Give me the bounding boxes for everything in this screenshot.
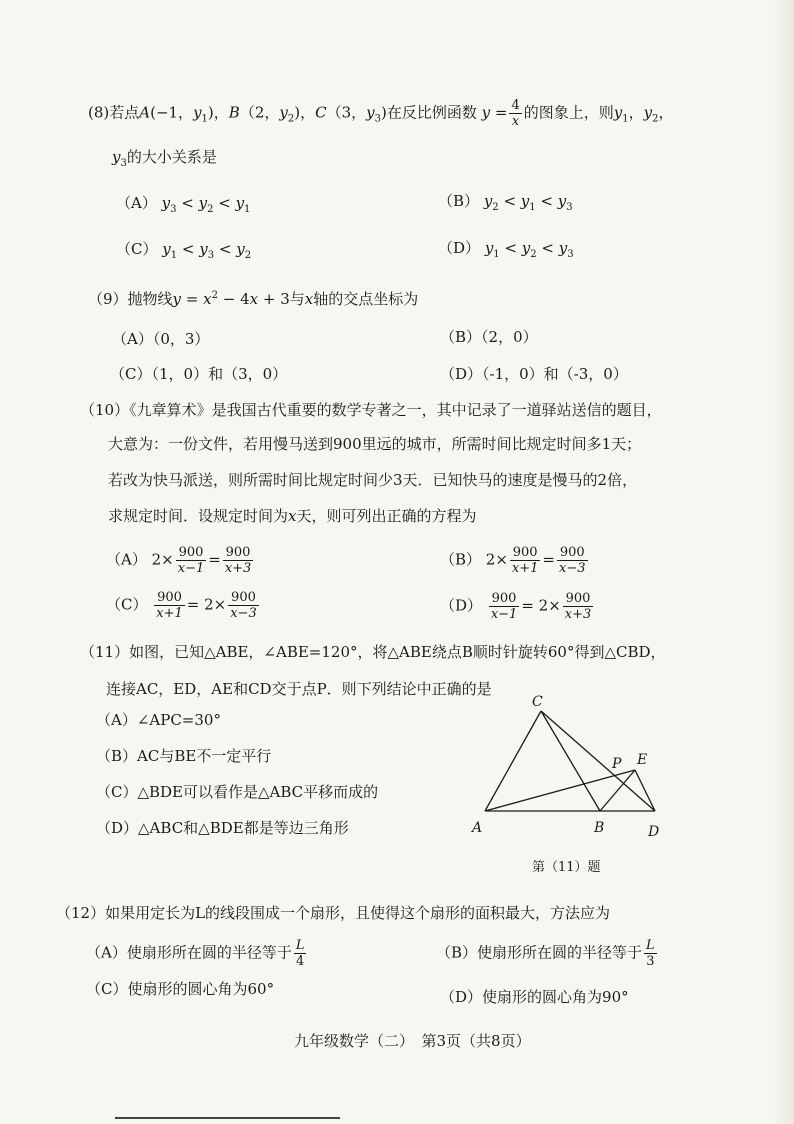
q8-fraction: $\frac{4}{x}$ (511, 98, 520, 129)
q10-option-c: （C） $\frac{900}{x+1}$ = 2× $\frac{900}{x-3}$ (106, 590, 257, 621)
label-c: C (532, 694, 543, 710)
q10-line4: 求规定时间．设规定时间为x天，则可列出正确的方程为 (108, 507, 477, 525)
q12-option-b: （B）使扇形所在圆的半径等于 $\frac{L}{3}$ (436, 938, 655, 969)
q10-line2: 大意为：一份文件，若用慢马送到900里远的城市，所需时间比规定时间多1天； (108, 435, 642, 453)
page-edge-shadow (772, 0, 794, 1124)
q9-option-b: （B）（2，0） (440, 328, 538, 346)
segment-ed (635, 770, 655, 811)
q11-line1: （11）如图，已知△ABE，∠ABE=120°，将△ABE绕点B顺时针旋转60°得到△CBD， (80, 643, 666, 661)
q11-option-a: （A）∠APC=30° (96, 711, 221, 729)
label-d: D (648, 824, 660, 840)
segment-ac (485, 711, 541, 811)
q8-stem-a: (8)若点 (88, 103, 140, 122)
q10-option-a: （A） 2× $\frac{900}{x-1}$ = $\frac{900}{x+3}$ (106, 545, 252, 576)
segment-cb (541, 711, 600, 811)
label-b: B (594, 820, 605, 836)
q11-option-c: （C）△BDE可以看作是△ABC平移而成的 (96, 783, 379, 801)
q8-option-a: （A） $y_3 < y_2 < y_1$ (116, 194, 251, 215)
q11-line2: 连接AC，ED，AE和CD交于点P．则下列结论中正确的是 (106, 680, 492, 698)
q9-option-a: （A）（0，3） (112, 330, 210, 348)
segment-ae (485, 770, 635, 811)
q8-option-b: （B） $y_2 < y_1 < y_3$ (438, 192, 573, 213)
q12-option-a: （A）使扇形所在圆的半径等于 $\frac{L}{4}$ (86, 938, 305, 969)
q8-line2: $y_3$的大小关系是 (112, 148, 217, 169)
q10-option-d: （D） $\frac{900}{x-1}$ = 2× $\frac{900}{x+3}$ (440, 591, 592, 622)
q11-option-b: （B）AC与BE不一定平行 (96, 747, 272, 765)
q12-line1: （12）如果用定长为L的线段围成一个扇形，且使得这个扇形的面积最大，方法应为 (56, 904, 611, 922)
q10-option-b: （B） 2× $\frac{900}{x+1}$ = $\frac{900}{x-3}$ (440, 545, 586, 576)
label-e: E (637, 752, 648, 768)
q8-line1: (8)若点A(−1，$y_1$)，B（2，$y_2$)，C（3，$y_3$)在反比例函数 y = $\frac{4}{x}$ 的图象上，则$y_1$，$y_2$， (88, 98, 674, 129)
q8-stem-line2: 的大小关系是 (126, 148, 217, 166)
q12-option-c: （C）使扇形的圆心角为60° (86, 980, 275, 998)
q9-option-d: （D）（-1，0）和（-3，0） (440, 365, 628, 383)
q12-option-d: （D）使扇形的圆心角为90° (440, 988, 629, 1006)
q8-stem-c: 的图象上，则 (523, 103, 614, 122)
segment-be (600, 770, 635, 811)
q10-line3: 若改为快马派送，则所需时间比规定时间少3天．已知快马的速度是慢马的2倍， (108, 471, 638, 489)
q10-line1: （10）《九章算术》是我国古代重要的数学专著之一，其中记录了一道驿站送信的题目， (80, 401, 662, 419)
q9-stem: （9）抛物线$y = x^2 - 4x + 3$与x轴的交点坐标为 (88, 290, 419, 308)
q8-stem-b: 在反比例函数 (386, 103, 477, 122)
label-p: P (612, 756, 622, 772)
page-footer: 九年级数学（二） 第3页（共8页） (294, 1032, 531, 1050)
q9-option-c: （C）（1，0）和（3，0） (110, 365, 288, 383)
q11-caption: 第（11）题 (532, 860, 601, 875)
q11-option-d: （D）△ABC和△BDE都是等边三角形 (96, 819, 349, 837)
q8-option-c: （C） $y_1 < y_3 < y_2$ (116, 240, 252, 261)
label-a: A (472, 820, 483, 836)
q8-option-d: （D） $y_1 < y_2 < y_3$ (438, 239, 574, 260)
scan-artifact-line (115, 1117, 340, 1119)
q11-figure (460, 690, 680, 850)
